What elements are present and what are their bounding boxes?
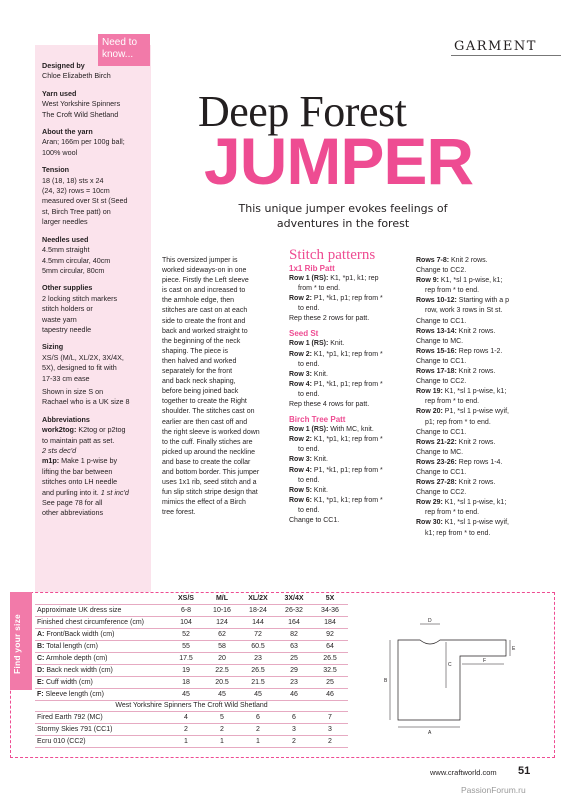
sizing-line: Shown in size S on: [42, 386, 104, 396]
table-cell: 2: [276, 736, 312, 748]
intro-text: [162, 256, 284, 518]
table-cell: 22.5: [204, 664, 240, 676]
abbr-text: stitches onto LH needle: [42, 477, 118, 487]
pattern-row: Change to CC2.: [416, 267, 467, 275]
table-cell: 46: [276, 688, 312, 700]
table-cell: 26.5: [240, 664, 276, 676]
intro-line: together to create the Right: [162, 398, 247, 406]
section-label: GARMENT: [454, 39, 537, 54]
pattern-row: Change to MC.: [416, 448, 464, 456]
header-rule: [451, 55, 561, 56]
pattern-row: Row 19: K1, *sl 1 p-wise, k1; rep from * to end.: [416, 388, 507, 406]
row-label: B: Total length (cm): [35, 641, 168, 653]
table-cell: 52: [168, 629, 204, 641]
table-cell: 20: [204, 652, 240, 664]
abbr-text: 1 st inc'd: [100, 487, 129, 497]
intro-line: stitches are cast on at each: [162, 307, 248, 315]
table-cell: 104: [168, 617, 204, 629]
table-cell: 124: [204, 617, 240, 629]
table-cell: 55: [168, 641, 204, 653]
abbr-text: other abbreviations: [42, 508, 104, 518]
abbr-term: work2tog:: [42, 425, 77, 435]
table-cell: 62: [204, 629, 240, 641]
table-cell: 184: [312, 617, 348, 629]
table-cell: 46: [312, 688, 348, 700]
supplies-line: waste yarn: [42, 314, 77, 324]
pattern-row: Rows 23-26: Rep rows 1-4.: [416, 458, 503, 466]
table-cell: 2: [240, 724, 276, 736]
table-cell: 3: [312, 724, 348, 736]
abbr-text: 2 sts dec'd: [42, 446, 77, 455]
table-cell: 1: [204, 736, 240, 748]
table-cell: 63: [276, 641, 312, 653]
label-a: A: [428, 730, 432, 736]
pattern-row: Change to CC1.: [416, 468, 467, 476]
supplies-line: tapestry needle: [42, 324, 92, 334]
size-header: 5X: [312, 593, 348, 605]
intro-line: then halved and worked: [162, 357, 237, 365]
find-your-size-label: Find your size: [12, 614, 22, 674]
tension-line: (24, 32) rows = 10cm: [42, 186, 110, 196]
pattern-row: Change to CC2.: [416, 489, 467, 497]
table-cell: 64: [312, 641, 348, 653]
pattern-row: Rows 13-14: Knit 2 rows.: [416, 327, 496, 335]
yarn-header-row: [35, 700, 348, 712]
table-cell: 23: [240, 652, 276, 664]
abbr-text: and purling into it.: [42, 487, 101, 497]
table-cell: 4: [168, 712, 204, 724]
pattern-row: Row 5: Knit.: [289, 486, 328, 494]
intro-line: This oversized jumper is: [162, 257, 238, 264]
intro-line: the right sleeve is worked down: [162, 428, 260, 436]
birch-heading: Birch Tree Patt: [289, 415, 346, 425]
subtitle: This unique jumper evokes feelings of adventures in the forest: [238, 202, 448, 230]
table-cell: 58: [204, 641, 240, 653]
table-cell: 3: [276, 724, 312, 736]
table-cell: 92: [312, 629, 348, 641]
table-cell: 26.5: [312, 652, 348, 664]
sizing-line: 5X), designed to fit with: [42, 363, 117, 373]
intro-line: shoulder. The stitches cast on: [162, 408, 255, 416]
table-cell: 1: [168, 736, 204, 748]
pattern-row: Row 4: P1, *k1, p1; rep from * to end.: [289, 466, 383, 484]
intro-line: the armhole edge, then: [162, 297, 234, 305]
about-yarn-line: 100% wool: [42, 147, 78, 157]
abbreviations-heading: Abbreviations: [42, 414, 90, 424]
table-cell: 17.5: [168, 652, 204, 664]
table-cell: 60.5: [240, 641, 276, 653]
table-cell: 164: [276, 617, 312, 629]
tension-line: 18 (18, 18) sts x 24: [42, 175, 104, 185]
sizing-heading: Sizing: [42, 342, 64, 352]
title-line-1: Deep Forest: [198, 87, 407, 136]
table-row: [35, 676, 348, 688]
pattern-row: Row 20: P1, *sl 1 p-wise wyif, p1; rep from * to end.: [416, 408, 509, 426]
table-cell: 2: [168, 724, 204, 736]
intro-line: is cast on and increased to: [162, 287, 246, 295]
intro-line: uses 1x1 rib, seed stitch and a: [162, 479, 257, 487]
table-row: [35, 724, 348, 736]
about-yarn-line: Aran; 166m per 100g ball;: [42, 137, 125, 147]
intro-line: piece. Firstly the Left sleeve: [162, 277, 249, 285]
supplies-line: 2 locking stitch markers: [42, 293, 118, 303]
intro-line: to the cuff. Finally stiches are: [162, 438, 253, 446]
intro-line: before being joined back: [162, 388, 239, 396]
intro-line: mimics the effect of a Birch: [162, 499, 246, 507]
page-number: 51: [518, 765, 531, 777]
table-cell: 32.5: [312, 664, 348, 676]
table-cell: 21.5: [240, 676, 276, 688]
intro-line: shaping. The piece is: [162, 347, 229, 355]
table-row: [35, 712, 348, 724]
pattern-row: Rows 27-28: Knit 2 rows.: [416, 479, 496, 487]
rib-heading: 1x1 Rib Patt: [289, 264, 335, 273]
intro-line: and bottom border. This jumper: [162, 468, 260, 476]
pattern-row: Rep these 4 rows for patt.: [289, 401, 370, 409]
intro-line: side to create the front and: [162, 317, 246, 325]
table-cell: 6: [240, 712, 276, 724]
row-label: C: Armhole depth (cm): [35, 652, 168, 664]
needles-line: 5mm circular, 80cm: [42, 265, 105, 275]
pattern-row: Row 2: K1, *p1, k1; rep from * to end.: [289, 350, 383, 368]
abbr-text: Make 1 p-wise by: [59, 456, 118, 466]
watermark: PassionForum.ru: [461, 785, 526, 795]
label-f: F: [483, 658, 487, 664]
supplies-heading: Other supplies: [42, 283, 93, 293]
stitch-patterns-title: Stitch patterns: [289, 247, 376, 263]
table-row: [35, 617, 348, 629]
table-cell: 6: [276, 712, 312, 724]
yarn-used-line: West Yorkshire Spinners: [42, 99, 121, 109]
pattern-row: Change to CC1.: [416, 428, 467, 436]
label-b: B: [384, 678, 388, 684]
pattern-row: Rows 7-8: Knit 2 rows.: [416, 257, 488, 264]
pattern-row: Change to CC2.: [416, 378, 467, 386]
sizing-line: XS/S (M/L, XL/2X, 3X/4X,: [42, 352, 124, 362]
intro-line: back and worked straight to: [162, 327, 248, 335]
tension-heading: Tension: [42, 165, 70, 175]
table-cell: 6-8: [168, 605, 204, 617]
pattern-row: Row 4: P1, *k1, p1; rep from * to end.: [289, 380, 383, 398]
row-label: E: Cuff width (cm): [35, 676, 168, 688]
sizing-line: 17-33 cm ease: [42, 373, 90, 383]
table-cell: 72: [240, 629, 276, 641]
pattern-row: Row 1 (RS): K1, *p1, k1; rep from * to end.: [289, 275, 379, 293]
size-header: XL/2X: [240, 593, 276, 605]
needles-line: 4.5mm circular, 40cm: [42, 255, 111, 265]
abbr-text: lifting the bar between: [42, 466, 113, 476]
table-cell: 2: [204, 724, 240, 736]
table-cell: 5: [204, 712, 240, 724]
designer-name: Chloe Elizabeth Birch: [42, 71, 111, 81]
pattern-row: Row 29: K1, *sl 1 p-wise, k1; rep from * to end.: [416, 499, 507, 517]
row-label: Stormy Skies 791 (CC1): [35, 724, 168, 736]
label-d: D: [428, 618, 432, 624]
pattern-row: Rows 17-18: Knit 2 rows.: [416, 368, 496, 376]
tension-line: larger needles: [42, 217, 88, 227]
abbr-text: See page 78 for all: [42, 498, 103, 508]
intro-line: and base to create the collar: [162, 458, 251, 466]
designed-by-heading: Designed by: [42, 61, 85, 70]
intro-line: fun slip stitch stripe design that: [162, 489, 258, 497]
table-row: [35, 664, 348, 676]
size-table: [35, 593, 348, 748]
table-cell: 34-36: [312, 605, 348, 617]
table-cell: 45: [168, 688, 204, 700]
intro-line: tree forest.: [162, 509, 196, 517]
row-label: Fired Earth 792 (MC): [35, 712, 168, 724]
table-cell: 1: [240, 736, 276, 748]
tension-line: measured over St st (Seed: [42, 196, 128, 206]
pattern-row: Row 9: K1, *sl 1 p-wise, k1; rep from * to end.: [416, 277, 503, 295]
pattern-row: Change to MC.: [416, 337, 464, 345]
row-label: A: Front/Back width (cm): [35, 629, 168, 641]
table-row: [35, 605, 348, 617]
pattern-row: Row 2: K1, *p1, k1; rep from * to end.: [289, 436, 383, 454]
need-to-know-tab: Need to know...: [98, 34, 150, 66]
row-label: Ecru 010 (CC2): [35, 736, 168, 748]
stitch-patterns-column: [289, 247, 413, 526]
table-row: [35, 736, 348, 748]
table-cell: 7: [312, 712, 348, 724]
birch-continued-column: [416, 256, 552, 539]
intro-line: the beginning of the neck: [162, 337, 241, 345]
table-cell: 20.5: [204, 676, 240, 688]
abbr-text: K2tog or p2tog: [76, 425, 126, 435]
intro-line: separately for the front: [162, 368, 233, 376]
table-cell: 2: [312, 736, 348, 748]
table-cell: 82: [276, 629, 312, 641]
pattern-row: Row 30: K1, *sl 1 p-wise wyif, k1; rep from * to end.: [416, 519, 509, 537]
schematic-outline: [398, 640, 506, 720]
row-label: Finished chest circumference (cm): [35, 617, 168, 629]
table-cell: 10-16: [204, 605, 240, 617]
yarn-used-line: The Croft Wild Shetland: [42, 109, 119, 119]
pattern-row: Row 2: P1, *k1, p1; rep from * to end.: [289, 295, 383, 313]
table-row: [35, 641, 348, 653]
tension-line: st, Birch Tree patt) on: [42, 206, 111, 216]
size-header: 3X/4X: [276, 593, 312, 605]
table-cell: 18: [168, 676, 204, 688]
table-cell: 29: [276, 664, 312, 676]
needles-line: 4.5mm straight: [42, 245, 90, 255]
pattern-row: Change to CC1.: [416, 317, 467, 325]
intro-line: earlier are then cast off and: [162, 418, 248, 426]
table-cell: 45: [204, 688, 240, 700]
pattern-row: Change to CC1.: [416, 357, 467, 365]
need-to-know-sidebar: [35, 45, 151, 592]
about-yarn-heading: About the yarn: [42, 127, 93, 137]
sizing-line: Rachael who is a UK size 8: [42, 397, 130, 407]
pattern-row: Rows 21-22: Knit 2 rows.: [416, 438, 496, 446]
table-cell: 19: [168, 664, 204, 676]
garment-schematic: [378, 612, 518, 742]
table-cell: 18-24: [240, 605, 276, 617]
intro-line: picked up around the neckline: [162, 448, 256, 456]
yarn-used-heading: Yarn used: [42, 88, 77, 98]
needles-heading: Needles used: [42, 234, 89, 244]
table-row: [35, 652, 348, 664]
row-label: D: Back neck width (cm): [35, 664, 168, 676]
footer-url[interactable]: www.craftworld.com: [430, 768, 497, 777]
title-line-2: JUMPER: [204, 124, 474, 198]
pattern-row: Change to CC1.: [289, 516, 340, 524]
table-row: [35, 688, 348, 700]
label-c: C: [448, 662, 452, 668]
table-cell: 25: [312, 676, 348, 688]
pattern-row: Row 3: Knit.: [289, 370, 328, 378]
yarn-header: West Yorkshire Spinners The Croft Wild Shetland: [35, 700, 348, 712]
size-header: XS/S: [168, 593, 204, 605]
row-label: F: Sleeve length (cm): [35, 688, 168, 700]
abbr-term: m1p:: [42, 456, 60, 466]
pattern-row: Row 6: K1, *p1, k1; rep from * to end.: [289, 496, 383, 514]
pattern-row: Rows 15-16: Rep rows 1-2.: [416, 347, 503, 355]
table-cell: 144: [240, 617, 276, 629]
intro-line: and back neck shaping,: [162, 378, 236, 386]
table-cell: 26-32: [276, 605, 312, 617]
label-e: E: [512, 646, 516, 652]
pattern-row: Row 1 (RS): With MC, knit.: [289, 426, 374, 434]
size-header: M/L: [204, 593, 240, 605]
intro-line: worked sideways-on in one: [162, 267, 247, 275]
table-cell: 23: [276, 676, 312, 688]
table-corner: [35, 593, 168, 605]
abbr-text: to maintain patt as set.: [42, 435, 115, 445]
table-row: [35, 629, 348, 641]
pattern-row: Rows 10-12: Starting with a p row, work 3 rows in St st.: [416, 297, 509, 315]
pattern-row: Row 3: Knit.: [289, 456, 328, 464]
find-your-size-tab: [10, 592, 32, 690]
seed-heading: Seed St: [289, 329, 319, 339]
pattern-row: Rep these 2 rows for patt.: [289, 315, 370, 323]
row-label: Approximate UK dress size: [35, 605, 168, 617]
table-cell: 45: [240, 688, 276, 700]
pattern-row: Row 1 (RS): Knit.: [289, 340, 345, 348]
table-cell: 25: [276, 652, 312, 664]
supplies-line: stitch holders or: [42, 304, 93, 314]
